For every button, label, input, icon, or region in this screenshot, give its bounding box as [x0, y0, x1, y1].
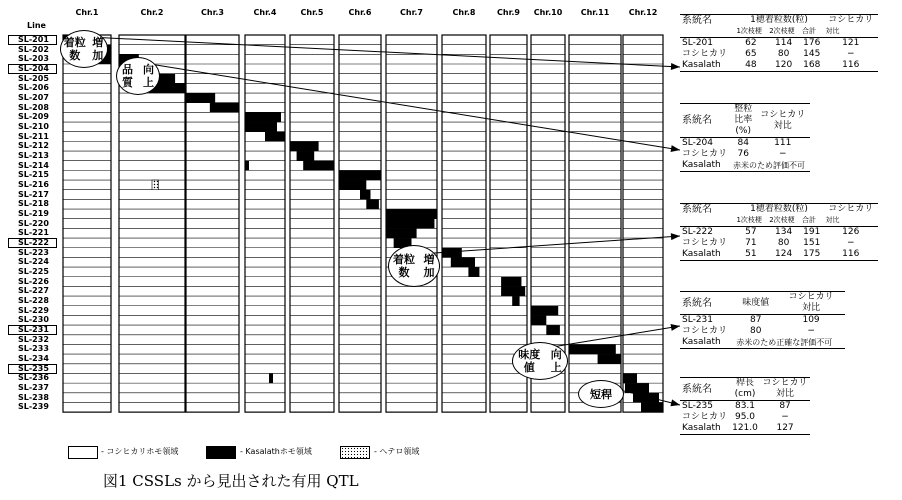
table-cell: 134: [775, 227, 793, 237]
chromosome-label: Chr.10: [533, 8, 563, 17]
table-cell: 51: [734, 249, 767, 261]
table-row: [680, 238, 878, 249]
table-row: [680, 315, 845, 327]
line-label: SL-219: [18, 209, 49, 219]
table-subheader: 合計: [800, 26, 824, 38]
kasalath-segment: [468, 267, 479, 277]
line-label: SL-201: [8, 35, 57, 45]
table-row: [680, 337, 845, 349]
qtl-callout: [116, 57, 160, 95]
table-cell: 127: [760, 423, 810, 435]
line-column-header: Line: [27, 21, 46, 30]
chromosome-frame: [290, 35, 334, 412]
table-row: [680, 401, 810, 413]
chromosome-frame: [623, 35, 663, 412]
kasalath-segment: [501, 286, 525, 296]
legend-swatch-hetero: [340, 446, 370, 459]
table-cell: 121.0: [730, 423, 760, 435]
table-cell: Kasalath: [680, 160, 731, 172]
table-header-name: 系統名: [680, 292, 734, 315]
table-note: 赤米のため評価不可: [731, 160, 810, 172]
table-subheader: 対比: [824, 215, 878, 227]
kasalath-segment: [531, 315, 546, 325]
table-cell: SL-204: [682, 138, 713, 148]
table-cell: −: [846, 49, 855, 59]
callout-line: 向上: [143, 63, 154, 89]
table-cell: 145: [803, 49, 821, 59]
line-label: SL-207: [18, 93, 49, 103]
header-line: 比率: [734, 115, 753, 125]
callout-line: 増加: [92, 36, 104, 62]
table-subheader: 1次枝梗: [734, 215, 767, 227]
line-label: SL-223: [18, 247, 49, 257]
line-label: SL-230: [18, 315, 49, 325]
table-cell: 48: [734, 60, 767, 72]
line-label: SL-239: [18, 402, 49, 412]
table-cell: 80: [777, 238, 790, 248]
kasalath-segment: [512, 296, 519, 306]
chromosome-label: Chr.6: [348, 8, 372, 17]
table-cell: SL-222: [682, 227, 713, 237]
table-cell: コシヒカリ: [682, 49, 728, 59]
chromosome-label: Chr.2: [140, 8, 164, 17]
table-cell: 87: [779, 401, 791, 411]
chromosome-label: Chr.1: [75, 8, 99, 17]
table-cell: 116: [824, 249, 878, 261]
table-cell: 57: [745, 227, 757, 237]
line-label: SL-237: [18, 383, 49, 393]
table-header-name: 系統名: [680, 204, 734, 216]
chromosome-label: Chr.4: [253, 8, 277, 17]
table-row: [680, 326, 845, 337]
chromosome-column: [623, 35, 663, 412]
table-header-grains: 1穂着粒数(粒): [734, 204, 823, 216]
chromosome-label: Chr.11: [580, 8, 610, 17]
header-line: 対比: [802, 303, 821, 313]
qtl-callout: [578, 380, 624, 408]
arrow-head: [671, 63, 680, 70]
chromosome-label: Chr.5: [300, 8, 324, 17]
chromosome-column: [290, 35, 334, 412]
table-row: [680, 60, 878, 72]
table-cell: 80: [777, 49, 790, 59]
table-cell: 175: [800, 249, 824, 261]
chromosome-column: [63, 35, 111, 412]
qtl-callout: [388, 245, 440, 287]
kasalath-segment: [366, 199, 379, 209]
table-subheader: 1次枝梗: [734, 26, 767, 38]
table-sl201: [680, 14, 878, 72]
legend-swatch-kasalath: [206, 446, 236, 459]
line-label: SL-212: [18, 141, 49, 151]
table-header-ratio: コシヒカリ: [824, 204, 878, 216]
line-label: SL-217: [18, 189, 49, 199]
table-cell: 126: [842, 227, 860, 237]
kasalath-segment: [451, 257, 475, 267]
table-cell: SL-231: [682, 315, 713, 325]
table-cell: −: [778, 149, 787, 159]
line-label: SL-208: [18, 102, 49, 112]
table-subheader: 合計: [800, 215, 824, 227]
kasalath-segment: [546, 325, 560, 335]
qtl-callout: [60, 30, 108, 68]
table-row: [680, 49, 878, 60]
line-label: SL-205: [18, 73, 49, 83]
chromosome-column: [339, 35, 381, 412]
table-cell: 83.1: [734, 401, 756, 411]
chromosome-frame: [245, 35, 285, 412]
table-cell: 151: [803, 238, 821, 248]
callout-line: 着粒数: [393, 253, 415, 279]
kasalath-segment: [625, 383, 649, 393]
line-label: SL-232: [18, 334, 49, 344]
callout-line: 短稈: [590, 387, 612, 401]
line-label: SL-229: [18, 305, 49, 315]
table-cell: 121: [842, 38, 860, 48]
table-cell: コシヒカリ: [682, 326, 728, 336]
table-row: [680, 412, 810, 423]
table-header-taste: 味度値: [734, 292, 777, 315]
table-cell: 114: [775, 38, 793, 48]
table-cell: −: [807, 326, 815, 336]
kasalath-segment: [360, 190, 371, 200]
table-subheader: 対比: [824, 26, 878, 38]
header-line: 対比: [773, 120, 792, 131]
kasalath-segment: [339, 170, 381, 180]
table-cell: 80: [749, 326, 762, 336]
chromosome-label: Chr.7: [400, 8, 423, 17]
table-cell: 168: [800, 60, 824, 72]
legend-label-koshihikari: - コシヒカリホモ領域: [101, 447, 179, 456]
table-row: [680, 149, 810, 160]
kasalath-segment: [290, 141, 319, 151]
kasalath-segment: [245, 122, 277, 132]
callout-line: 着粒数: [63, 36, 86, 62]
kasalath-segment: [303, 161, 334, 171]
line-label: SL-231: [8, 325, 57, 335]
table-cell: 87: [749, 315, 762, 325]
chromosome-frame: [442, 35, 486, 412]
table-row: [680, 227, 878, 239]
arrow-head: [671, 145, 680, 152]
kasalath-segment: [245, 112, 281, 122]
table-cell: 95.0: [734, 412, 756, 422]
table-header-name: 系統名: [680, 104, 731, 138]
line-label: SL-227: [18, 286, 49, 296]
line-label: SL-218: [18, 199, 49, 209]
line-label: SL-214: [18, 160, 49, 170]
line-label: SL-238: [18, 392, 49, 402]
table-header-ratio: [777, 292, 845, 315]
line-label: SL-236: [18, 373, 49, 383]
line-label: SL-215: [18, 170, 49, 180]
table-cell: 111: [774, 138, 792, 148]
legend-label-hetero: - ヘテロ領域: [374, 447, 420, 456]
table-cell: Kasalath: [680, 337, 734, 349]
kasalath-segment: [386, 228, 417, 238]
chromosome-column: [442, 35, 486, 412]
table-row: [680, 423, 810, 435]
kasalath-segment: [386, 209, 437, 219]
figure-caption: 図1 CSSLs から見出された有用 QTL: [103, 472, 359, 490]
kasalath-segment: [297, 151, 315, 161]
table-header-name: 系統名: [680, 15, 734, 27]
table-header-name: 系統名: [680, 378, 730, 401]
table-sl204: [680, 103, 810, 172]
table-subheader: 2次枝梗: [767, 215, 800, 227]
table-cell: SL-201: [682, 38, 713, 48]
chromosome-label: Chr.12: [628, 8, 658, 17]
callout-line: 向上: [550, 348, 562, 374]
table-cell: 120: [767, 60, 800, 72]
chromosome-frame: [339, 35, 381, 412]
table-cell: 71: [745, 238, 757, 248]
table-header-ratio: [755, 104, 810, 138]
chromosome-column: [186, 35, 239, 412]
table-subheader: 2次枝梗: [767, 26, 800, 38]
table-sl231: [680, 291, 845, 349]
line-label: SL-210: [18, 122, 49, 132]
table-cell: 62: [745, 38, 757, 48]
kasalath-segment: [386, 219, 434, 229]
header-line: コシヒカリ: [788, 292, 834, 302]
kasalath-segment: [210, 103, 239, 113]
header-line: 整粒: [734, 104, 753, 114]
table-cell: コシヒカリ: [682, 412, 728, 422]
line-label: SL-234: [18, 354, 49, 364]
chromosome-frame: [63, 35, 111, 412]
table-cell: −: [846, 238, 855, 248]
callout-line: 味度値: [518, 348, 541, 374]
line-label: SL-220: [18, 218, 49, 228]
table-cell: 76: [737, 149, 749, 159]
line-label: SL-211: [18, 131, 49, 141]
table-header-ratio: コシヒカリ: [824, 15, 878, 27]
line-label: SL-216: [18, 180, 49, 190]
kasalath-segment: [501, 277, 521, 287]
hetero-segment: [152, 180, 159, 190]
kasalath-segment: [186, 93, 215, 103]
table-cell: 191: [803, 227, 821, 237]
chromosome-label: Chr.8: [452, 8, 476, 17]
kasalath-segment: [598, 354, 621, 364]
legend-swatch-koshihikari: [68, 446, 98, 459]
table-cell: コシヒカリ: [682, 238, 728, 248]
chromosome-label: Chr.3: [201, 8, 224, 17]
table-sl235: [680, 377, 810, 435]
kasalath-segment: [245, 161, 249, 171]
arrow-head: [670, 399, 680, 406]
line-label: SL-221: [18, 228, 49, 238]
kasalath-segment: [623, 373, 637, 383]
line-label: SL-204: [8, 64, 57, 74]
table-row: [680, 160, 810, 172]
header-line: コシヒカリ: [762, 378, 808, 388]
line-label: SL-213: [18, 151, 49, 161]
line-label: SL-224: [18, 257, 49, 267]
line-label: SL-222: [8, 238, 57, 248]
table-header-grain-ratio: [731, 104, 755, 138]
arrow-head: [671, 233, 680, 240]
table-cell: Kasalath: [680, 423, 730, 435]
callout-line: 増加: [423, 253, 435, 279]
table-cell: Kasalath: [680, 60, 734, 72]
qtl-callout: [512, 342, 568, 380]
table-cell: 124: [767, 249, 800, 261]
chromosome-frame: [186, 35, 239, 412]
chromosome-label: Chr.9: [497, 8, 520, 17]
table-cell: SL-235: [682, 401, 713, 411]
table-cell: 109: [802, 315, 820, 325]
line-label: SL-225: [18, 267, 49, 277]
table-cell: −: [781, 412, 789, 422]
legend-label-kasalath: - Kasalathホモ領域: [240, 447, 312, 456]
kasalath-segment: [641, 402, 663, 412]
header-line: 稈長: [735, 378, 754, 388]
table-header-ratio: [760, 378, 810, 401]
table-cell: 65: [745, 49, 757, 59]
kasalath-segment: [339, 180, 366, 190]
arrow-head: [671, 324, 680, 331]
kasalath-segment: [569, 344, 616, 354]
table-cell: 176: [803, 38, 821, 48]
table-sl222: [680, 203, 878, 261]
header-line: 対比: [776, 389, 795, 399]
table-row: [680, 249, 878, 261]
line-label: SL-233: [18, 344, 49, 354]
kasalath-segment: [531, 306, 558, 316]
table-cell: 116: [824, 60, 878, 72]
chromosome-column: [245, 35, 285, 412]
kasalath-segment: [269, 373, 273, 383]
line-label: SL-203: [18, 54, 49, 64]
line-label: SL-226: [18, 276, 49, 286]
line-label: SL-202: [18, 44, 49, 54]
header-line: (cm): [734, 389, 756, 399]
line-label: SL-206: [18, 83, 49, 93]
table-cell: コシヒカリ: [682, 149, 728, 159]
table-cell: 84: [737, 138, 749, 148]
table-row: [680, 38, 878, 50]
line-label: SL-209: [18, 112, 49, 122]
header-line: コシヒカリ: [760, 109, 806, 120]
table-cell: Kasalath: [680, 249, 734, 261]
line-label: SL-228: [18, 296, 49, 306]
callout-line: 品質: [122, 63, 133, 89]
header-line: (%): [735, 126, 751, 136]
line-label: SL-235: [8, 364, 57, 374]
kasalath-segment: [265, 132, 285, 142]
table-header-culm: [730, 378, 760, 401]
table-row: [680, 138, 810, 150]
table-header-grains: 1穂着粒数(粒): [734, 15, 823, 27]
table-note: 赤米のため正確な評価不可: [734, 337, 845, 349]
